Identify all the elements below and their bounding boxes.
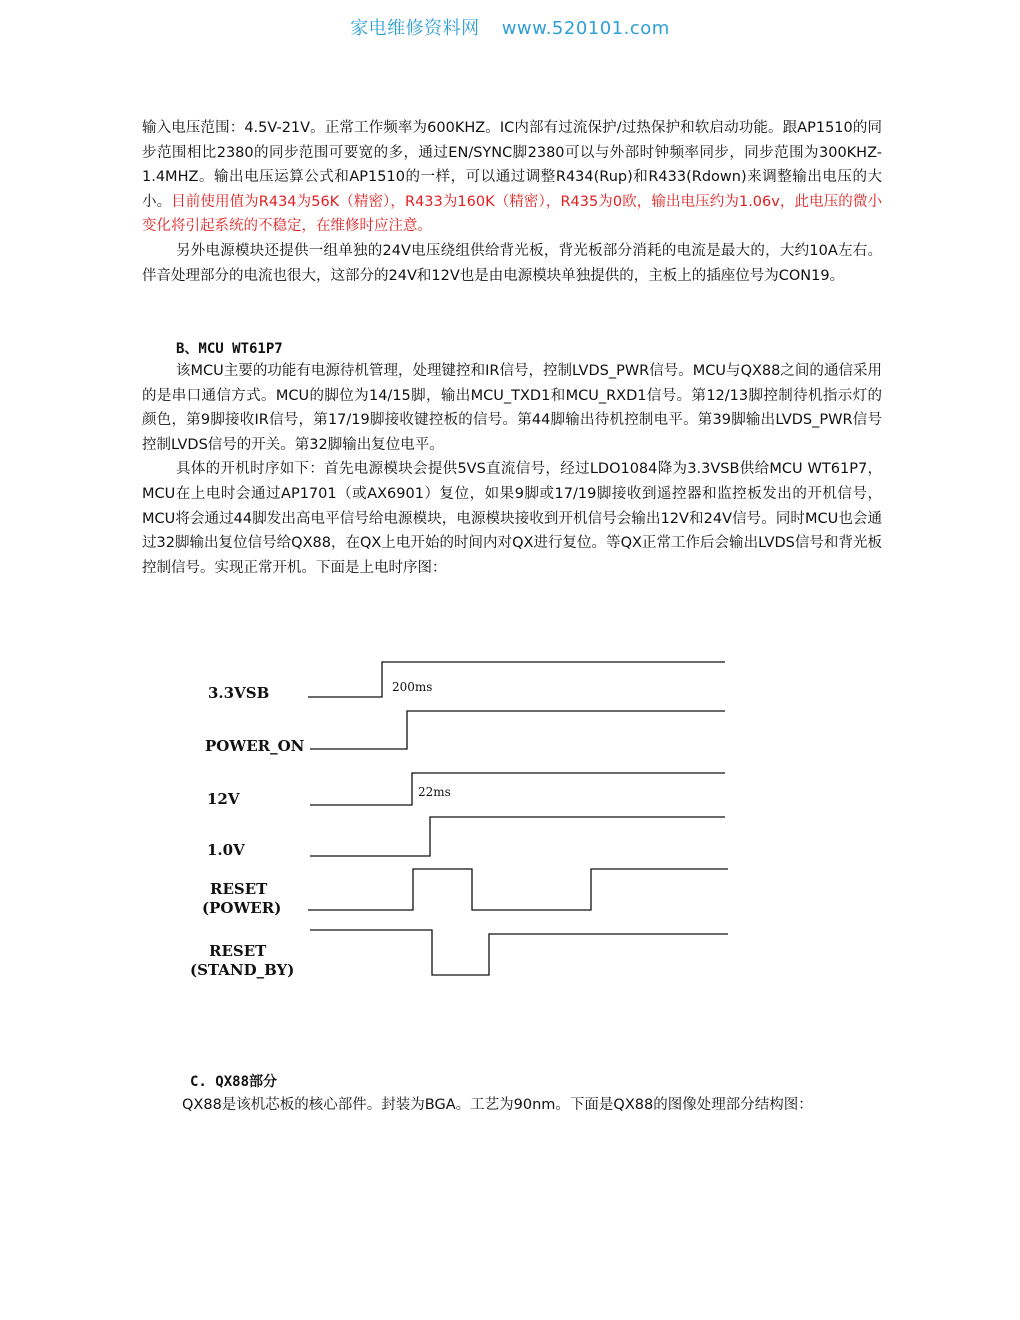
site-url: www.520101.com — [501, 18, 670, 39]
waveform-12v — [310, 773, 725, 805]
annotation-200ms: 200ms — [392, 680, 433, 694]
paragraph-warning-text: 目前使用值为R434为56K（精密），R433为160K（精密），R435为0欧，输出电压约为1.06v，此电压的微小变化将引起系统的不稳定，在维修时应注意。 — [142, 193, 882, 235]
site-name: 家电维修资料网 — [350, 18, 480, 39]
paragraph-normal-text: 输入电压范围：4.5V-21V。正常工作频率为600KHZ。IC内部有过流保护/过热保护和软启动功能。跟AP1510的同步范围相比2380的同步范围可要宽的多，通过EN/SYNC脚2380可以与外部时钟频率同步，同步范围为300KHZ-1.4MHZ。输出电压运算公式和AP1510的一样，可以通过调整R434(Rup)和R433(Rdown)来调整输出电压的大小。 — [142, 120, 882, 210]
signal-label-reset-power-line1: RESET — [210, 880, 268, 898]
section-c-body — [182, 1093, 882, 1118]
waveform-power-on — [310, 711, 725, 749]
waveform-reset-standby — [310, 930, 728, 975]
section-b-body — [142, 359, 882, 580]
waveform-3v3sb — [308, 662, 725, 697]
paragraph-qx88-intro: QX88是该机芯板的核心部件。封装为BGA。工艺为90nm。下面是QX88的图像处理部分结构图： — [182, 1097, 813, 1113]
signal-label-3v3sb: 3.3VSB — [208, 684, 270, 702]
signal-label-power-on: POWER_ON — [205, 737, 305, 755]
signal-label-reset-standby-line2: (STAND_BY) — [190, 961, 295, 979]
paragraph-backlight-power: 另外电源模块还提供一组单独的24V电压绕组供给背光板，背光板部分消耗的电流是最大的，大约10A左右。伴音处理部分的电流也很大，这部分的24V和12V也是由电源模块单独提供的，主板上的插座位号为CON19。 — [142, 242, 882, 284]
power-on-timing-diagram — [180, 640, 750, 1000]
timing-diagram-svg — [180, 640, 750, 1000]
signal-label-12v: 12V — [207, 790, 240, 808]
annotation-22ms: 22ms — [418, 785, 451, 799]
waveform-reset-power — [308, 869, 728, 910]
section-b-heading: B、MCU WT61P7 — [176, 341, 283, 357]
paragraph-power-on-sequence: 具体的开机时序如下：首先电源模块会提供5VS直流信号，经过LDO1084降为3.3VSB供给MCU WT61P7，MCU在上电时会通过AP1701（或AX6901）复位，如果9脚或17/19脚接收到遥控器和监控板发出的开机信号，MCU将会通过44脚发出高电平信号给电源模块，电源模块接收到开机信号会输出12V和24V信号。同时MCU也会通过32脚输出复位信号给QX88，在QX上电开始的时间内对QX进行复位。等QX正常工作后会输出LVDS信号和背光板控制信号。实现正常开机。下面是上电时序图： — [142, 461, 882, 576]
signal-label-1v0: 1.0V — [207, 841, 245, 859]
paragraph-voltage-range — [142, 116, 882, 239]
section-c-heading: C. QX88部分 — [190, 1074, 278, 1090]
waveform-1v0 — [310, 817, 725, 856]
paragraph-mcu-function: 该MCU主要的功能有电源待机管理，处理键控和IR信号，控制LVDS_PWR信号。MCU与QX88之间的通信采用的是串口通信方式。MCU的脚位为14/15脚，输出MCU_TXD1和MCU_RXD1信号。第12/13脚控制待机指示灯的颜色，第9脚接收IR信号，第17/19脚接收键控板的信号。第44脚输出待机控制电平。第39脚输出LVDS_PWR信号控制LVDS信号的开关。第32脚输出复位电平。 — [142, 363, 882, 453]
page-header — [0, 14, 1020, 40]
section-a-tail — [142, 116, 882, 288]
signal-label-reset-power-line2: (POWER) — [202, 899, 282, 917]
signal-label-reset-standby-line1: RESET — [209, 942, 267, 960]
